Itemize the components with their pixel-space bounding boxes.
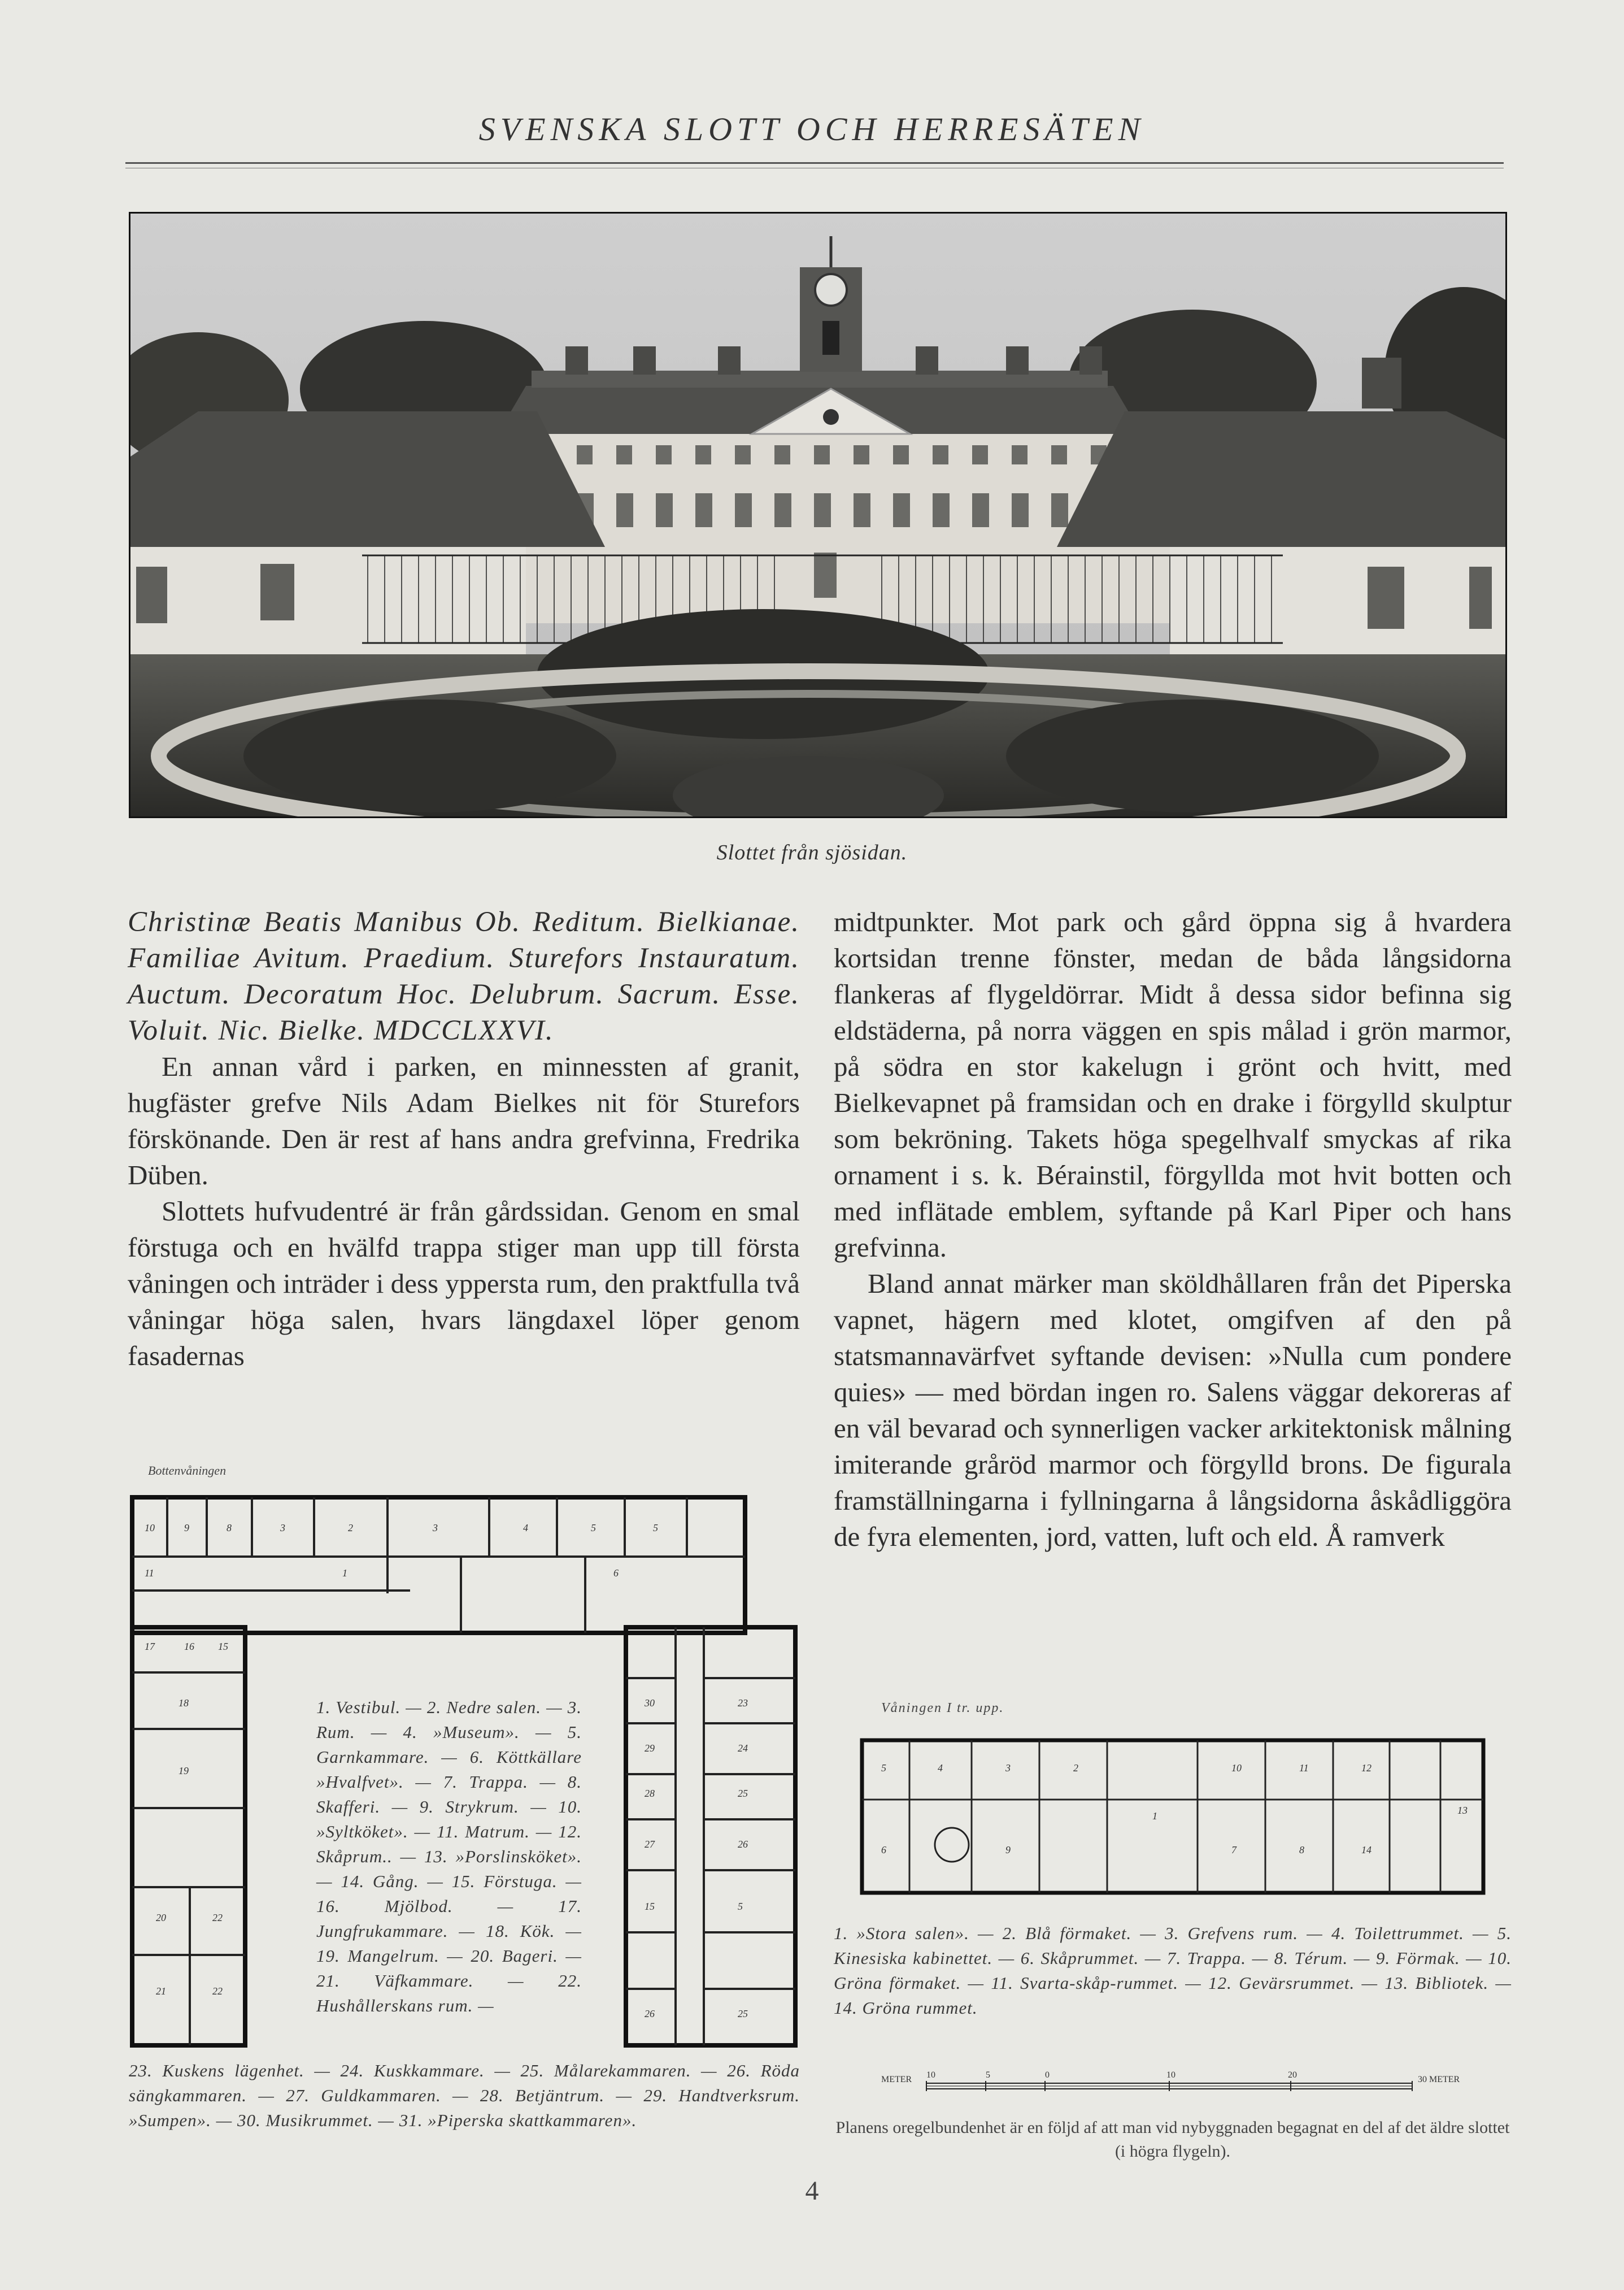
svg-text:28: 28 bbox=[645, 1788, 655, 1799]
scale-tick-label: 10 bbox=[1166, 2070, 1175, 2080]
paragraph: Bland annat märker man sköldhållaren från det Piperska vapnet, hägern med klotet, omgifven af den på statsmannavärfvet syftande devisen: »Nulla cum pondere quies» — med bördan ingen ro. Salens väggar dekoreras af en väl bevarad och synnerligen vacker arkitektonisk målning imiterande gråröd marmor och förgylld brons. De figurala framställningarna i fyllningarna å långsidorna åskådliggöra de fyra elementen, jord, vatten, luft och eld. Å ramverk bbox=[834, 1268, 1512, 1552]
svg-text:15: 15 bbox=[645, 1901, 655, 1912]
scale-tick-label: 20 bbox=[1288, 2070, 1297, 2080]
svg-text:10: 10 bbox=[145, 1522, 155, 1533]
svg-text:20: 20 bbox=[156, 1912, 166, 1923]
svg-text:19: 19 bbox=[178, 1765, 189, 1776]
svg-text:1: 1 bbox=[342, 1567, 347, 1579]
svg-text:13: 13 bbox=[1457, 1805, 1468, 1816]
svg-text:5: 5 bbox=[653, 1522, 658, 1533]
svg-text:9: 9 bbox=[1005, 1844, 1011, 1856]
svg-text:11: 11 bbox=[1299, 1762, 1309, 1774]
upper-floor-legend bbox=[834, 1921, 1512, 2020]
svg-text:23: 23 bbox=[738, 1697, 748, 1709]
paragraph: Slottets hufvudentré är från gårdssidan. Genom en smal förstuga och en hvälfd trappa stiger man upp till första våningen och inträder i dess yppersta rum, den praktfulla två våningar höga salen, hvars längdaxel löper genom fasadernas bbox=[128, 1196, 800, 1371]
svg-text:25: 25 bbox=[738, 1788, 748, 1799]
latin-inscription: Christinæ Beatis Manibus Ob. Reditum. Bielkianae. Familiae Avitum. Praedium. Sturefors Instauratum. Auctum. Decoratum Hoc. Delubrum. Sacrum. Esse. Voluit. Nic. Bielke. MDCCLXXVI. bbox=[128, 906, 800, 1046]
svg-text:4: 4 bbox=[938, 1762, 943, 1774]
scale-unit-right: 30 METER bbox=[1418, 2075, 1460, 2084]
paragraph: En annan vård i parken, en minnessten af granit, hugfäster grefve Nils Adam Bielkes nit för Sturefors förskönande. Den är rest af hans andra grefvinna, Fredrika Düben. bbox=[128, 1051, 800, 1190]
castle-photograph bbox=[129, 212, 1507, 818]
svg-text:2: 2 bbox=[1073, 1762, 1078, 1774]
legend-text: 1. Vestibul. — 2. Nedre salen. — 3. Rum. — 4. »Museum». — 5. Garnkammare. — 6. Köttkällare »Hvalfvet». — 7. Trappa. — 8. Skafferi. — 9. Strykrum. — 10. »Syltköket». — 11. Matrum. — 12. Skåprum.. — 13. »Porslinsköket». — 14. Gång. — 15. Förstuga. — 16. Mjölbod. — 17. Jungfrukammare. — 18. Kök. — 19. Mangelrum. — 20. Bageri. — 21. Väfkammare. — 22. Hushållerskans rum. — bbox=[316, 1697, 582, 2015]
right-text-column bbox=[834, 904, 1512, 1555]
svg-text:27: 27 bbox=[645, 1839, 655, 1850]
svg-text:15: 15 bbox=[218, 1641, 228, 1652]
scale-unit-left: METER bbox=[881, 2075, 912, 2084]
header-rule bbox=[125, 162, 1504, 164]
svg-text:24: 24 bbox=[738, 1743, 748, 1754]
scale-tick-label: 5 bbox=[986, 2070, 990, 2080]
svg-text:16: 16 bbox=[184, 1641, 194, 1652]
svg-text:7: 7 bbox=[1231, 1844, 1236, 1856]
svg-text:26: 26 bbox=[645, 2008, 655, 2019]
svg-text:6: 6 bbox=[881, 1844, 886, 1856]
svg-text:29: 29 bbox=[645, 1743, 655, 1754]
svg-text:30: 30 bbox=[645, 1697, 655, 1709]
svg-text:5: 5 bbox=[738, 1901, 743, 1912]
svg-text:26: 26 bbox=[738, 1839, 748, 1850]
photo-caption: Slottet från sjösidan. bbox=[716, 841, 908, 864]
ground-floor-plan-title: Bottenvåningen bbox=[148, 1463, 227, 1478]
page-number: 4 bbox=[805, 2176, 819, 2206]
ground-floor-legend bbox=[316, 1695, 582, 2018]
svg-text:22: 22 bbox=[212, 1912, 223, 1923]
svg-text:11: 11 bbox=[145, 1567, 154, 1579]
svg-text:1: 1 bbox=[1152, 1810, 1157, 1822]
legend-text: 23. Kuskens lägenhet. — 24. Kuskkammare. — 25. Målarekammaren. — 26. Röda sängkammaren. — 27. Guldkammaren. — 28. Betjäntrum. — 29. Handtverksrum. »Sumpen». — 30. Musikrummet. — 31. »Piperska skattkammaren». bbox=[129, 2061, 800, 2130]
svg-text:4: 4 bbox=[523, 1522, 528, 1533]
svg-text:22: 22 bbox=[212, 1985, 223, 1997]
upper-floor-plan bbox=[859, 1701, 1491, 1898]
svg-text:12: 12 bbox=[1361, 1762, 1372, 1774]
plan-note: Planens oregelbundenhet är en följd af att man vid nybyggnaden begagnat en del af det äldre slottet (i högra flygeln). bbox=[835, 2118, 1510, 2161]
svg-text:14: 14 bbox=[1361, 1844, 1372, 1856]
svg-text:6: 6 bbox=[613, 1567, 619, 1579]
scale-tick-label: 0 bbox=[1045, 2070, 1050, 2080]
paragraph: midtpunkter. Mot park och gård öppna sig å hvardera kortsidan trenne fönster, medan de båda långsidorna flankeras af flygeldörrar. Midt å dessa sidor befinna sig eldstäderna, på norra väggen en spis målad i grön marmor, på södra en stor kakelugn i grönt och hvitt, med Bielkevapnet på framsidan och en drake i förgylld skulptur som bekröning. Takets höga spegelhvalf smyckas af rika ornament i s. k. Bérainstil, förgyllda mot hvit botten och med inflätade emblem, syftande på Karl Piper och hans grefvinna. bbox=[834, 906, 1512, 1263]
ground-floor-legend-continued bbox=[129, 2058, 800, 2133]
svg-text:9: 9 bbox=[184, 1522, 189, 1533]
svg-text:2: 2 bbox=[348, 1522, 353, 1533]
upper-floor-plan-title: Våningen I tr. upp. bbox=[881, 1701, 1004, 1715]
svg-text:3: 3 bbox=[1005, 1762, 1011, 1774]
svg-text:21: 21 bbox=[156, 1985, 166, 1997]
svg-text:8: 8 bbox=[1299, 1844, 1304, 1856]
svg-text:5: 5 bbox=[591, 1522, 596, 1533]
svg-text:8: 8 bbox=[227, 1522, 232, 1533]
legend-text: 1. »Stora salen». — 2. Blå förmaket. — 3. Grefvens rum. — 4. Toilettrummet. — 5. Kinesiska kabinettet. — 6. Skåprummet. — 7. Trappa. — 8. Térum. — 9. Förmak. — 10. Gröna förmaket. — 11. Svarta-skåp-rummet. — 12. Gevärsrummet. — 13. Bibliotek. — 14. Gröna rummet. bbox=[834, 1923, 1512, 2018]
svg-text:18: 18 bbox=[178, 1697, 189, 1709]
castle-photo-illustration bbox=[130, 214, 1505, 816]
svg-text:5: 5 bbox=[881, 1762, 886, 1774]
left-text-column bbox=[128, 904, 800, 1374]
scale-tick-label: 10 bbox=[926, 2070, 935, 2080]
svg-text:10: 10 bbox=[1231, 1762, 1242, 1774]
svg-text:25: 25 bbox=[738, 2008, 748, 2019]
svg-text:17: 17 bbox=[145, 1641, 155, 1652]
svg-text:3: 3 bbox=[280, 1522, 285, 1533]
scale-bar bbox=[881, 2065, 1469, 2099]
running-header: SVENSKA SLOTT OCH HERRESÄTEN bbox=[478, 111, 1146, 147]
svg-text:3: 3 bbox=[433, 1522, 438, 1533]
